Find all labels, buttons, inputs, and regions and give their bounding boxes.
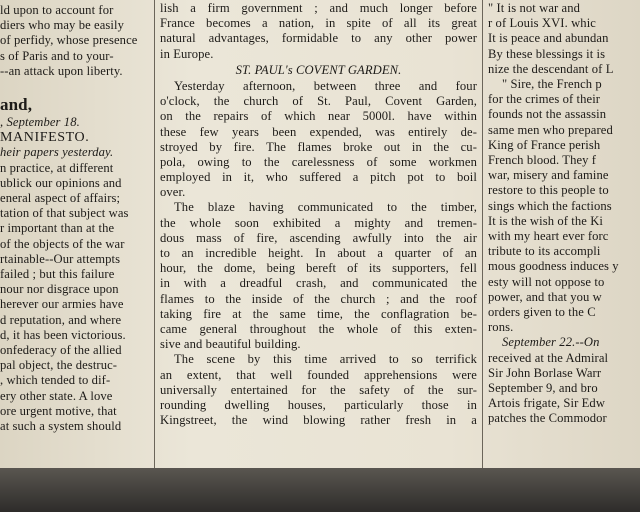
mid-line: hour, the dome, being bereft of its supporters, fell bbox=[160, 261, 477, 276]
left-subheading: heir papers yesterday. bbox=[0, 145, 114, 160]
right-line: same men who prepared bbox=[488, 122, 613, 137]
right-line: with my heart ever forc bbox=[488, 229, 609, 244]
left-line: onfederacy of the allied bbox=[0, 343, 122, 358]
mid-line: over. bbox=[160, 185, 186, 200]
right-dateline: September 22.--On bbox=[502, 335, 600, 350]
right-line: war, misery and famine bbox=[488, 168, 609, 183]
mid-line: lish a firm government ; and much longer before bbox=[160, 1, 477, 15]
left-line: ery other state. A love bbox=[0, 388, 113, 403]
mid-line: to an incredible height. In about a quarter of an bbox=[160, 246, 477, 261]
right-line: " Sire, the French p bbox=[502, 77, 602, 92]
mid-line: came general throughout the whole of this exten- bbox=[160, 321, 477, 336]
right-line: restore to this people to bbox=[488, 183, 609, 198]
right-line: It is peace and abundan bbox=[488, 31, 609, 46]
right-line: for the crimes of their bbox=[488, 92, 601, 107]
mid-line: these few years been expended, was entirely de- bbox=[160, 124, 477, 139]
left-line: ore urgent motive, that bbox=[0, 403, 117, 418]
right-line: French blood. They f bbox=[488, 153, 597, 168]
left-line: nour nor disgrace upon bbox=[0, 282, 119, 297]
mid-line: in Europe. bbox=[160, 46, 214, 61]
left-line: tation of that subject was bbox=[0, 206, 129, 221]
mid-line: Kingstreet, the wind blowing rather fresh in a bbox=[160, 413, 477, 428]
right-line: King of France perish bbox=[488, 137, 601, 152]
right-line: Sir John Borlase Warr bbox=[488, 365, 602, 380]
right-line: It is the wish of the Ki bbox=[488, 213, 604, 228]
mid-line: The blaze having communicated to the timber, bbox=[174, 200, 477, 215]
left-line: n practice, at different bbox=[0, 160, 114, 175]
mid-line: France becomes a nation, in spite of all its great bbox=[160, 16, 477, 31]
left-manifesto-heading: MANIFESTO. bbox=[0, 130, 90, 146]
left-line: s of Paris and to your- bbox=[0, 48, 114, 63]
right-line: received at the Admiral bbox=[488, 350, 609, 365]
right-line: " It is not war and bbox=[488, 1, 581, 15]
column-divider bbox=[154, 0, 155, 468]
left-line: eneral aspect of affairs; bbox=[0, 191, 121, 206]
right-line: nize the descendant of L bbox=[488, 61, 614, 76]
right-line: Artois frigate, Sir Edw bbox=[488, 396, 606, 411]
middle-column bbox=[160, 1, 477, 428]
right-column bbox=[488, 1, 640, 427]
left-section-heading: and, bbox=[0, 95, 33, 115]
left-line: failed ; but this failure bbox=[0, 267, 115, 282]
mid-line: employed in it, who suffered a pitch pot to boil bbox=[160, 170, 477, 185]
left-line: , which tended to dif- bbox=[0, 373, 111, 388]
right-line: tribute to its accompli bbox=[488, 244, 601, 259]
mid-line: rounding dwelling houses, particularly those in bbox=[160, 397, 477, 412]
left-column bbox=[0, 3, 150, 434]
left-spacer bbox=[0, 79, 150, 95]
mid-line: on the repairs of which near 5000l. have within bbox=[160, 109, 477, 124]
right-line: sings which the factions bbox=[488, 198, 612, 213]
mid-line: taking fire at the same time, the conflagration be- bbox=[160, 306, 477, 321]
left-line: diers who may be easily bbox=[0, 18, 125, 33]
left-line: d reputation, and where bbox=[0, 312, 122, 327]
right-line: patches the Commodor bbox=[488, 411, 607, 426]
mid-line: universally entertained for the safety of the sur- bbox=[160, 382, 477, 397]
mid-line: stroyed by fire. The flames broke out in the cu- bbox=[160, 139, 477, 154]
mid-line: pola, owing to the carelessness of some workmen bbox=[160, 154, 477, 169]
left-line: --an attack upon liberty. bbox=[0, 63, 123, 78]
page-bottom-shadow bbox=[0, 468, 640, 512]
mid-line: flames to the inside of the church ; and the roof bbox=[160, 291, 477, 306]
left-line: at such a system should bbox=[0, 419, 122, 434]
mid-line: in with a dreadful crash, and communicated the bbox=[160, 276, 477, 291]
mid-line: Yesterday afternoon, between three and four bbox=[174, 78, 477, 93]
right-line: rons. bbox=[488, 320, 514, 335]
right-line: By these blessings it is bbox=[488, 46, 606, 61]
right-line: orders given to the C bbox=[488, 305, 596, 320]
mid-line: an extent, that well founded apprehensions were bbox=[160, 367, 477, 382]
left-dateline: , September 18. bbox=[0, 115, 80, 130]
mid-line: o'clock, the church of St. Paul, Covent Garden, bbox=[160, 94, 477, 109]
left-line: ublick our opinions and bbox=[0, 175, 122, 190]
mid-line: the whole soon exhibited a mighty and tremen- bbox=[160, 215, 477, 230]
article-heading: ST. PAUL's COVENT GARDEN. bbox=[235, 62, 402, 77]
left-line: rtainable--Our attempts bbox=[0, 251, 121, 266]
mid-line: sive and beautiful building. bbox=[160, 337, 301, 352]
right-line: esty will not oppose to bbox=[488, 274, 605, 289]
right-line: r of Louis XVI. whic bbox=[488, 16, 596, 31]
left-line: herever our armies have bbox=[0, 297, 124, 312]
mid-line: dous mass of fire, ascending awfully into the air bbox=[160, 230, 477, 245]
left-line: pal object, the destruc- bbox=[0, 358, 118, 373]
left-line: of perfidy, whose presence bbox=[0, 33, 138, 48]
mid-line: The scene by this time arrived to so terrifick bbox=[174, 352, 477, 367]
left-line: of the objects of the war bbox=[0, 236, 125, 251]
column-divider bbox=[482, 0, 483, 468]
right-line: power, and that you w bbox=[488, 289, 602, 304]
left-line: r important than at the bbox=[0, 221, 115, 236]
left-line: d, it has been victorious. bbox=[0, 327, 126, 342]
left-line: ld upon to account for bbox=[0, 3, 114, 17]
right-line: September 9, and bro bbox=[488, 381, 598, 396]
right-line: mous goodness induces y bbox=[488, 259, 619, 274]
mid-line: natural advantages, formidable to any other power bbox=[160, 31, 477, 46]
right-line: founds not the assassin bbox=[488, 107, 607, 122]
